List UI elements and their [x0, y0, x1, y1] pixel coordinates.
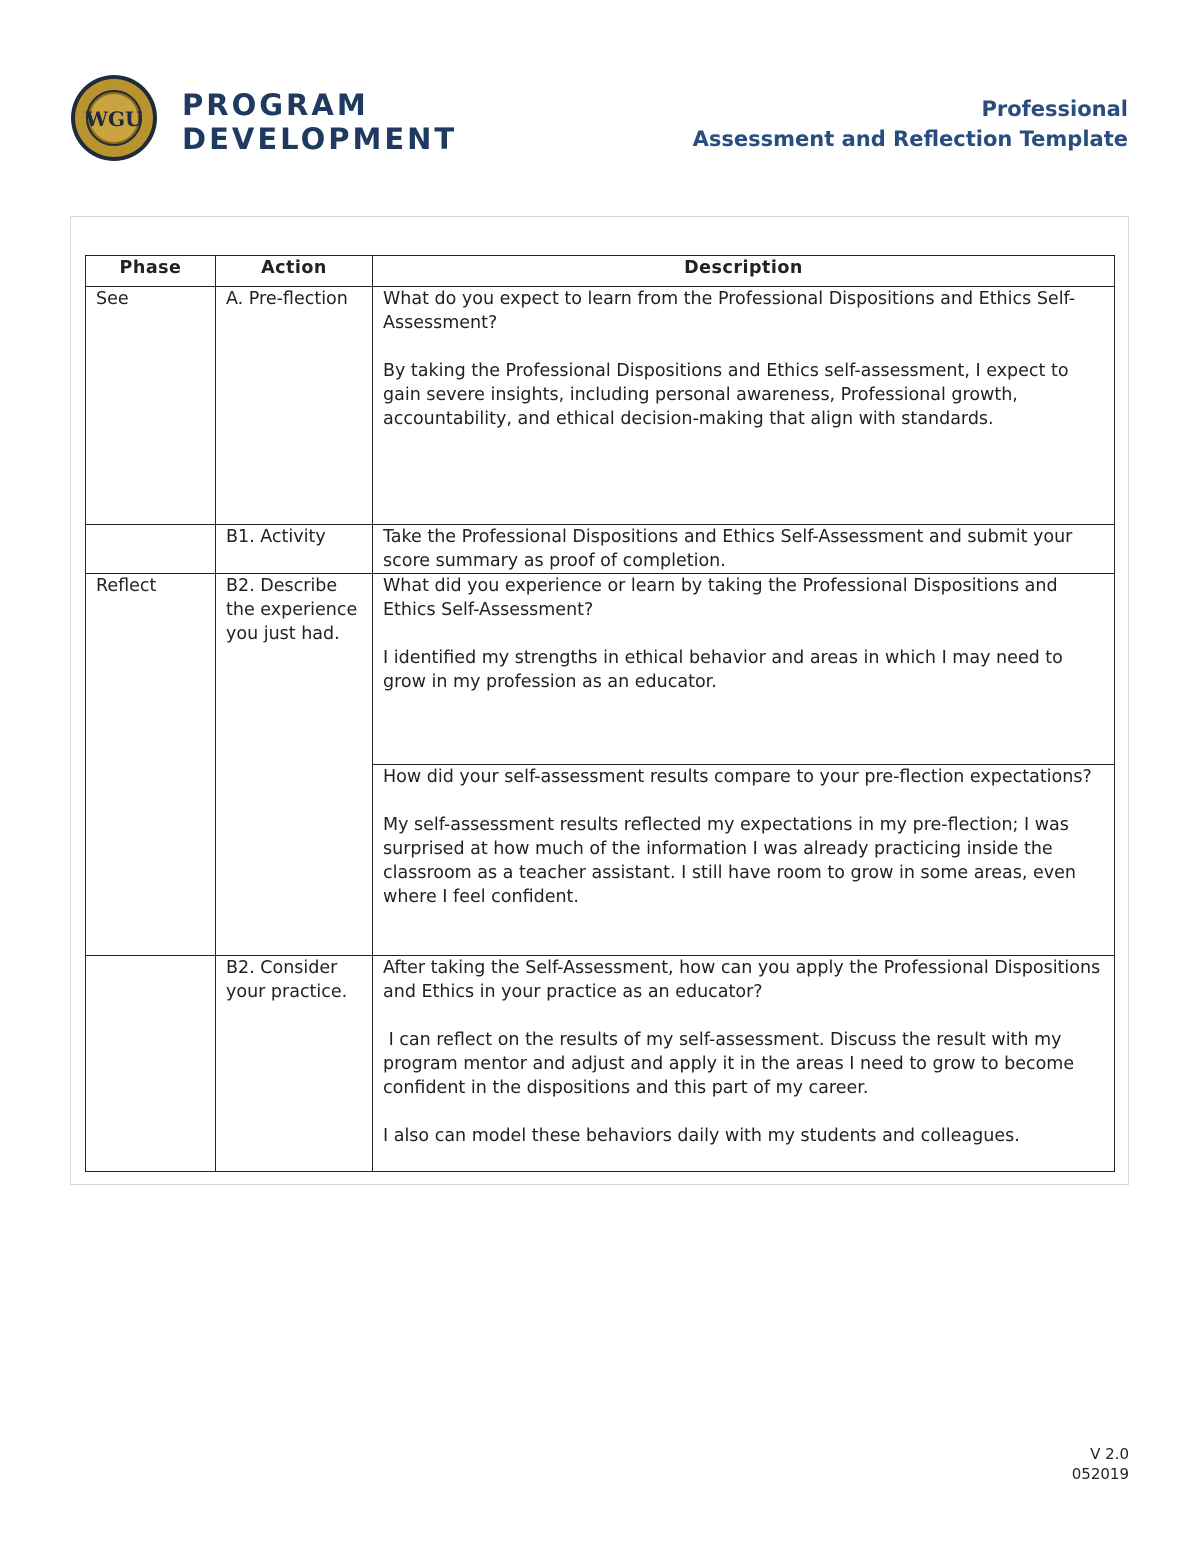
seal-initials: WGU	[85, 107, 143, 131]
version-info	[1072, 1444, 1129, 1484]
action-cell: B2. Consider your practice.	[216, 956, 373, 1172]
table-row	[86, 765, 1115, 956]
title-line-1: Professional	[981, 97, 1128, 121]
description-cell	[373, 525, 1115, 574]
title-line-2: Assessment and Reflection Template	[692, 127, 1128, 151]
prompt-text: What did you experience or learn by taking the Professional Dispositions and Ethics Self-Assessment?	[383, 576, 1058, 620]
action-cell	[216, 765, 373, 956]
version-number: V 2.0	[1090, 1445, 1129, 1463]
header-phase: Phase	[86, 256, 216, 287]
phase-cell: Reflect	[86, 574, 216, 765]
table-row	[86, 574, 1115, 765]
action-cell: B2. Describe the experience you just had.	[216, 574, 373, 765]
response-text: I identified my strengths in ethical behavior and areas in which I may need to grow in my profession as an educator.	[383, 648, 1063, 692]
description-cell	[373, 574, 1115, 765]
response-text: I also can model these behaviors daily with my students and colleagues.	[383, 1126, 1020, 1146]
response-text: By taking the Professional Dispositions and Ethics self-assessment, I expect to gain severe insights, including personal awareness, Professional growth, accountability, and ethical decision-making that align with standards.	[383, 361, 1069, 429]
description-cell	[373, 287, 1115, 525]
table-header-row	[86, 256, 1115, 287]
document-title	[693, 94, 1128, 154]
prompt-text: How did your self-assessment results compare to your pre-flection expectations?	[383, 767, 1092, 787]
action-cell: A. Pre-flection	[216, 287, 373, 525]
header-description: Description	[373, 256, 1115, 287]
response-text: My self-assessment results reflected my expectations in my pre-flection; I was surprised at how much of the information I was already practicing inside the classroom as a teacher assistant. I still have room to grow in some areas, even where I feel confident.	[383, 815, 1076, 907]
phase-cell	[86, 765, 216, 956]
version-code: 052019	[1071, 1465, 1129, 1483]
assessment-table	[85, 255, 1115, 1172]
table-row	[86, 956, 1115, 1172]
action-cell: B1. Activity	[216, 525, 373, 574]
table-row	[86, 525, 1115, 574]
brand-line-1: PROGRAM	[182, 88, 369, 122]
wgu-seal-logo	[70, 74, 158, 162]
response-text: I can reflect on the results of my self-assessment. Discuss the result with my program mentor and adjust and apply it in the areas I need to grow to become confident in the dispositions and this part of my career.	[383, 1030, 1080, 1098]
table-row	[86, 287, 1115, 525]
brand-line-2: DEVELOPMENT	[182, 122, 458, 156]
seal-graphic	[70, 74, 158, 162]
prompt-text: Take the Professional Dispositions and Ethics Self-Assessment and submit your score summary as proof of completion.	[383, 527, 1073, 571]
description-cell	[373, 956, 1115, 1172]
prompt-text: After taking the Self-Assessment, how can you apply the Professional Dispositions and Ethics in your practice as an educator?	[383, 958, 1101, 1002]
phase-cell	[86, 525, 216, 574]
phase-cell	[86, 956, 216, 1172]
brand-name	[182, 88, 457, 156]
description-cell	[373, 765, 1115, 956]
header-action: Action	[216, 256, 373, 287]
prompt-text: What do you expect to learn from the Professional Dispositions and Ethics Self-Assessment?	[383, 289, 1076, 333]
phase-cell: See	[86, 287, 216, 525]
